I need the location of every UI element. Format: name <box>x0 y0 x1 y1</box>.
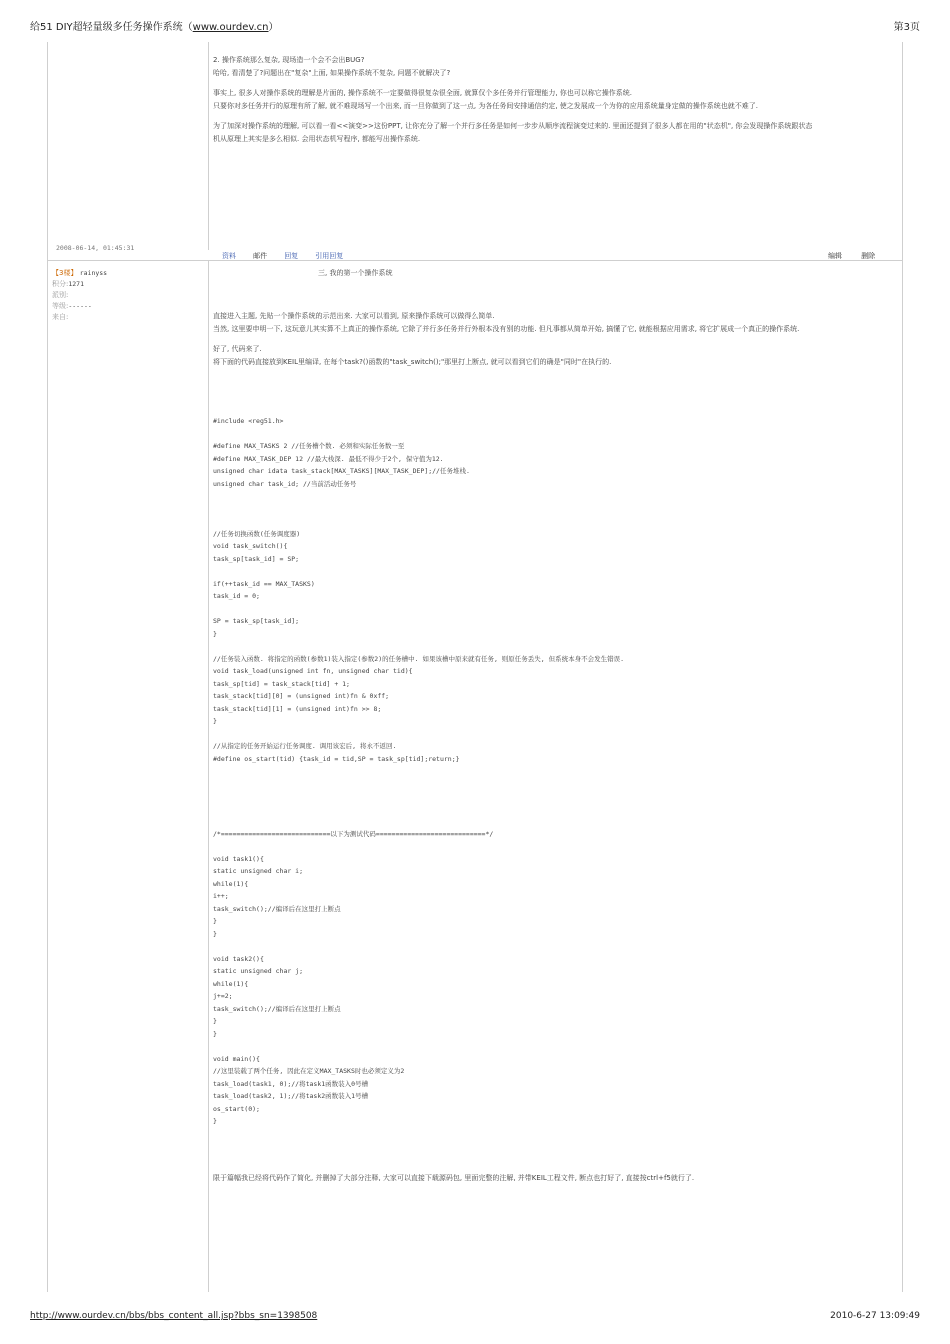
code-line: unsigned char task_id; //当前活动任务号 <box>213 479 357 488</box>
code-line: i++; <box>213 892 229 900</box>
post1-column-divider <box>208 42 209 250</box>
footer-datetime: 2010-6-27 13:09:49 <box>830 1311 920 1321</box>
post1-line: 机从原理上其实是多么相似. 会用状态机写程序, 都能写出操作系统. <box>213 134 421 143</box>
code-line: //任务切换函数(任务调度器) <box>213 529 301 538</box>
post2-user-info <box>52 268 107 323</box>
code-line: void main(){ <box>213 1054 260 1063</box>
code-line: task_stack[tid][1] = (unsigned int)fn >> 8; <box>213 704 382 713</box>
intro-line: 好了, 代码来了. <box>213 345 262 353</box>
post1-admin-actions <box>828 243 875 262</box>
floor-number: 【3楼】 <box>52 269 78 277</box>
post-separator <box>47 260 903 261</box>
code-line: task_load(task2, 1);//将task2函数装入1号槽 <box>213 1092 369 1100</box>
post1-blank-line <box>213 80 812 88</box>
code-line: if(++task_id == MAX_TASKS) <box>213 579 315 588</box>
reply-link[interactable]: 回复 <box>284 252 299 260</box>
mail-link[interactable]: 邮件 <box>253 252 268 260</box>
faction-label: 派别: <box>52 291 69 299</box>
code-line: task_id = 0; <box>213 592 260 600</box>
code-line: /*============================以下为测试代码============================*/ <box>213 829 494 838</box>
intro-line: 直接进入主题, 先贴一个操作系统的示范出来. 大家可以看到, 原来操作系统可以做得么简单. <box>213 312 495 320</box>
post1-timestamp: 2008-06-14, 01:45:31 <box>56 244 135 252</box>
code-line: SP = task_sp[task_id]; <box>213 617 300 625</box>
code-line: } <box>213 1017 217 1025</box>
code-line: } <box>213 717 217 725</box>
header-title-suffix: ） <box>268 22 279 33</box>
code-line: while(1){ <box>213 979 249 988</box>
page-header-title <box>30 18 279 33</box>
code-line: j+=2; <box>213 992 233 1000</box>
level-value: ------ <box>68 302 92 310</box>
code-line: } <box>213 1117 217 1125</box>
code-line: void task2(){ <box>213 954 264 963</box>
post2-title: 三, 我的第一个操作系统 <box>318 269 393 277</box>
code-line: task_switch();//编译后在这里打上断点 <box>213 1004 341 1013</box>
left-border <box>47 42 48 1292</box>
code-line: task_load(task1, 0);//将task1函数装入0号槽 <box>213 1079 369 1088</box>
post2-column-divider <box>208 261 209 1292</box>
score-value: 1271 <box>68 280 85 288</box>
right-border <box>902 42 903 1292</box>
code-line: } <box>213 629 217 638</box>
intro-line: 当然, 这里要申明一下, 这玩意儿其实算不上真正的操作系统, 它除了并行多任务并行外根本没有别的功能. 但凡事都从简单开始, 搞懂了它, 就能根据应用需求, 将它扩展成一个真正的操作系统. <box>213 324 800 333</box>
post1-line: 事实上, 很多人对操作系统的理解是片面的, 操作系统不一定要做得很复杂很全面, 就算仅个多任务并行管理能力, 你也可以称它操作系统. <box>213 89 633 97</box>
score-label: 积分: <box>52 280 69 288</box>
code-line: //这里装载了两个任务, 因此在定义MAX_TASKS时也必须定义为2 <box>213 1067 405 1075</box>
code-line: //从指定的任务开始运行任务调度. 调用该宏后, 将永不返回. <box>213 742 397 750</box>
post1-line: 只要你对多任务并行的原理有所了解, 就不难现场写一个出来, 而一旦你做到了这一点, 为各任务间安排通信约定, 使之发展成一个为你的应用系统量身定做的操作系统也就不难了. <box>213 101 759 110</box>
code-line: static unsigned char i; <box>213 867 304 875</box>
post1-line: 为了加深对操作系统的理解, 可以看一看<<演变>>这份PPT, 让你充分了解一个并行多任务是如何一步步从顺序流程演变过来的. 里面还提到了很多人都在用的"状态机", 你会发现操作系统跟状态 <box>213 122 813 130</box>
code-line: while(1){ <box>213 879 249 888</box>
profile-link[interactable]: 资料 <box>222 252 236 260</box>
page-number: 第3页 <box>893 22 920 33</box>
outro-line: 限于篇幅我已经将代码作了简化, 并删掉了大部分注释, 大家可以直接下载源码包, 里面完整的注解, 并带KEIL工程文件, 断点也打好了, 直接按ctrl+f5就行了. <box>213 1173 695 1182</box>
code-line: task_stack[tid][0] = (unsigned int)fn & 0xff; <box>213 692 390 700</box>
header-site-link[interactable]: www.ourdev.cn <box>192 22 269 33</box>
code-line: } <box>213 1029 217 1038</box>
code-line: #define os_start(tid) {task_id = tid,SP = task_sp[tid];return;} <box>213 754 460 763</box>
code-line: //任务装入函数. 将指定的函数(参数1)装入指定(参数2)的任务槽中. 如果该槽中原来就有任务, 则原任务丢失, 但系统本身不会发生错误. <box>213 654 625 663</box>
username[interactable]: rainyss <box>79 269 108 277</box>
code-line: task_sp[tid] = task_stack[tid] + 1; <box>213 679 350 688</box>
code-line: #define MAX_TASK_DEP 12 //最大栈深. 最低不得少于2个, 保守值为12. <box>213 454 444 463</box>
code-line: #include <reg51.h> <box>213 417 284 425</box>
delete-link[interactable]: 删除 <box>861 252 876 260</box>
code-line: os_start(0); <box>213 1104 260 1113</box>
quote-reply-link[interactable]: 引用回复 <box>315 252 344 260</box>
post1-line: 2. 操作系统那么复杂, 现场造一个会不会出BUG? <box>213 56 365 64</box>
intro-line: 将下面的代码直接放到KEIL里编译, 在每个task?()函数的"task_switch();"那里打上断点, 就可以看到它们的确是"同时"在执行的. <box>213 357 612 366</box>
code-line: } <box>213 917 217 925</box>
post1-blank-line <box>213 113 812 121</box>
code-line: void task_switch(){ <box>213 542 288 550</box>
code-line: unsigned char idata task_stack[MAX_TASKS][MAX_TASK_DEP];//任务堆栈. <box>213 467 470 475</box>
post1-action-bar <box>222 243 343 262</box>
edit-link[interactable]: 编辑 <box>828 252 842 260</box>
from-label: 来自: <box>52 313 69 321</box>
footer-url[interactable]: http://www.ourdev.cn/bbs/bbs_content_all.jsp?bbs_sn=1398508 <box>30 1311 318 1321</box>
code-line: void task_load(unsigned int fn, unsigned char tid){ <box>213 667 413 675</box>
code-line: } <box>213 929 217 938</box>
post1-body <box>213 55 812 146</box>
post1-line: 哈哈, 看清楚了?问题出在"复杂"上面, 如果操作系统不复杂, 问题不就解决了? <box>213 68 451 77</box>
code-line: void task1(){ <box>213 854 264 863</box>
post2-body <box>213 311 799 1183</box>
header-title-prefix: 给51 DIY超轻量级多任务操作系统（ <box>30 22 193 33</box>
intro-blank-line <box>213 336 799 344</box>
code-line: task_switch();//编译后在这里打上断点 <box>213 904 341 913</box>
code-line: task_sp[task_id] = SP; <box>213 554 300 563</box>
level-label: 等级: <box>52 302 69 310</box>
code-line: #define MAX_TASKS 2 //任务槽个数. 必须和实际任务数一至 <box>213 442 405 450</box>
code-line: static unsigned char j; <box>213 967 304 975</box>
